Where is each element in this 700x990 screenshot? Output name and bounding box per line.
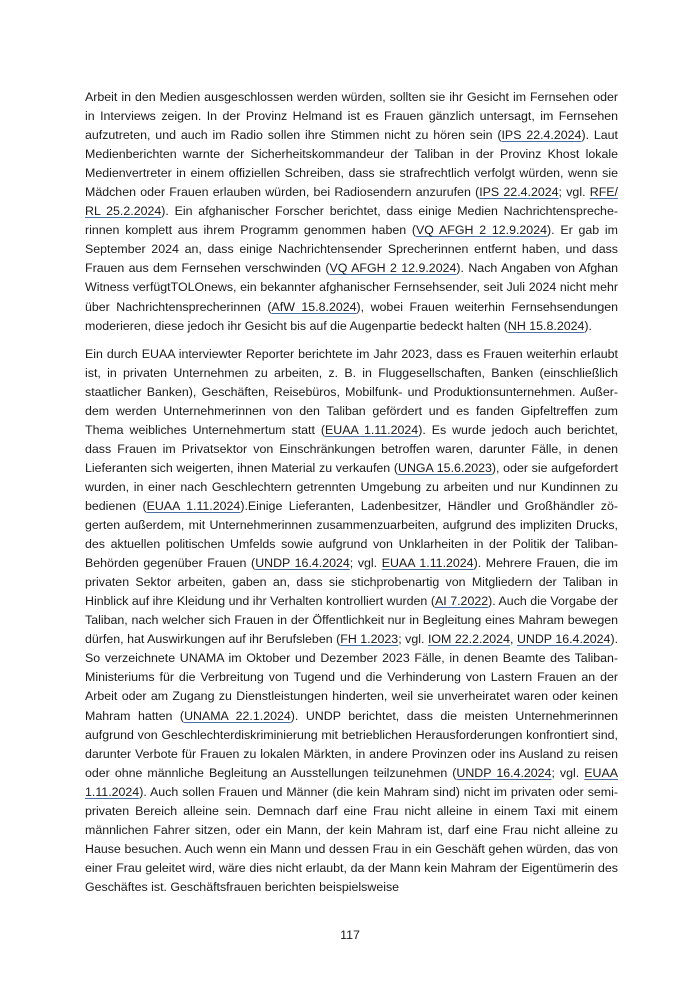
text-run: ,: [509, 632, 517, 647]
text-run: ; vgl.: [349, 556, 382, 571]
citation-link[interactable]: FH 1.2023: [340, 632, 399, 647]
paragraph-2: [85, 345, 618, 897]
citation-link[interactable]: UNDP 16.4.2024: [516, 632, 611, 647]
text-run: ). Er gab im September 2024 an, dass einige Nachrichtensender Sprecherinnen entfernt haben, und dass Frauen aus dem Fernsehen verschwinden (: [85, 223, 618, 276]
citation-link[interactable]: UNGA 15.6.2023: [398, 460, 492, 475]
text-run: ; vgl.: [558, 185, 590, 200]
text-run: ).: [584, 318, 592, 333]
text-run: ). So verzeichnete UNAMA im Oktober und Dezember 2023 Fälle, in denen Beamte des Taliban-Ministeriums für die Verbreitung von Tugend und die Verhinderung von Lastern Frauen an der Arbeit oder am Zugang zu Dienstleistungen hinderten, weil sie unverheiratet waren oder keinen Mahram hatten (: [85, 632, 619, 723]
citation-link[interactable]: EUAA 1.11.2024: [324, 422, 419, 437]
citation-link[interactable]: VQ AFGH 2 12.9.2024: [416, 223, 547, 238]
text-run: ). UNDP berichtet, dass die meisten Unternehmerinnen aufgrund von Geschlechterdiskriminierung mit betrieblichen Herausforderungen konfrontiert sind, darunter Verbote für Frauen zu lokalen Märkten, in andere Provinzen oder ins Ausland zu reisen oder ohne männliche Begleitung an Ausstellungen teilzunehmen (: [85, 708, 618, 780]
citation-link[interactable]: IPS 22.4.2024: [501, 128, 582, 143]
text-run: ). Ein afghanischer Forscher berichtet, dass einige Medien Nachrichtensprecherinnen komplett aus ihrem Programm genommen haben (: [85, 204, 618, 238]
citation-link[interactable]: UNDP 16.4.2024: [255, 556, 350, 571]
text-run: ). Auch die Vorgabe der Taliban, nach welcher sich Frauen in der Öffentlichkeit nur in Begleitung eines Mahram bewegen dürfen, hat Auswirkungen auf ihr Berufsleben (: [85, 594, 618, 647]
citation-link[interactable]: VQ AFGH 2 12.9.2024: [329, 261, 457, 276]
citation-link[interactable]: RFE/ RL 25.2.2024: [85, 185, 618, 219]
text-run: ). Mehrere Frauen, die im privaten Sektor arbeiten, gaben an, dass sie stichprobenartig von Mitgliedern der Taliban in Hinblick auf ihre Kleidung und ihr Verhalten kontrolliert wurden (: [85, 556, 618, 609]
citation-link[interactable]: EUAA 1.11.2024: [146, 498, 241, 513]
citation-link[interactable]: UNAMA 22.1.2024: [184, 708, 291, 723]
text-run: ).Einige Lieferanten, Ladenbesitzer, Händler und Großhändler zögerten außerdem, mit Unternehmerinnen zusammenzuarbeiten, aufgrund des impliziten Drucks, des aktuellen politischen Umfelds sowie aufgrund von Unklarheiten in der Politik der Taliban-Behörden gegenüber Frauen (: [85, 498, 619, 571]
citation-link[interactable]: UNDP 16.4.2024: [456, 765, 552, 780]
text-run: ). Es wurde jedoch auch berichtet, dass Frauen im Privatsektor von Einschränkungen betroffen waren, darunter Fälle, in denen Lieferanten sich weigerten, ihnen Material zu verkaufen (: [85, 422, 618, 475]
text-run: Ein durch EUAA interviewter Reporter berichtete im Jahr 2023, dass es Frauen weiterhin erlaubt ist, in privaten Unternehmen zu arbeiten, z. B. in Fluggesellschaften, Banken (einschließlich staatlicher Banken), Geschäften, Reisebüros, Mobilfunk- und Produktionsunternehmen. Außerdem werden Unternehmerinnen von den Taliban gefördert und es fanden Gipfeltreffen zum Thema weibliches Unternehmertum statt (: [85, 346, 618, 437]
text-run: ), oder sie aufgefordert wurden, in einer nach Geschlechtern getrennten Umgebung zu arbeiten und nur Kundinnen zu bedienen (: [85, 460, 618, 513]
paragraph-1: [85, 88, 618, 336]
text-run: ), wobei Frauen weiterhin Fernsehsendungen moderieren, diese jedoch ihr Gesicht bis auf die Augenpartie bedeckt halten (: [85, 299, 619, 333]
citation-link[interactable]: AI 7.2022: [434, 594, 489, 609]
text-run: ). Auch sollen Frauen und Männer (die kein Mahram sind) nicht im privaten oder semi-privaten Bereich alleine sein. Demnach darf eine Frau nicht alleine in einem Taxi mit einem männlichen Fahrer sitzen, oder ein Mann, der kein Mahram ist, darf eine Frau nicht alleine zu Hause besuchen. Auch wenn ein Mann und dessen Frau in ein Geschäft gehen würden, das von einer Frau geleitet wird, wäre dies nicht erlaubt, da der Mann kein Mahram der Eigentümerin des Geschäftes ist. Geschäftsfrauen berichten beispielsweise: [85, 784, 618, 894]
text-run: ). Nach Angaben von Afghan Witness verfügtTOLOnews, ein bekannter afghanischer Fernsehsender, seit Juli 2024 nicht mehr über Nachrichtensprecherinnen (: [85, 261, 618, 314]
citation-link[interactable]: NH 15.8.2024: [507, 318, 585, 333]
citation-link[interactable]: AfW 15.8.2024: [271, 299, 357, 314]
text-run: ; vgl.: [398, 632, 428, 647]
text-run: Arbeit in den Medien ausgeschlossen werden würden, sollten sie ihr Gesicht im Fernsehen oder in Interviews zeigen. In der Provinz Helmand ist es Frauen gänzlich untersagt, im Fernsehen aufzutreten, und auch im Radio sollen ihre Stimmen nicht zu hören sein (: [85, 90, 618, 143]
citation-link[interactable]: EUAA 1.11.2024: [85, 765, 618, 799]
citation-link[interactable]: IPS 22.4.2024: [479, 185, 559, 200]
citation-link[interactable]: IOM 22.2.2024: [427, 632, 510, 647]
body-text: [85, 88, 618, 906]
text-run: ; vgl.: [551, 765, 585, 780]
citation-link[interactable]: EUAA 1.11.2024: [381, 556, 474, 571]
page-number: 117: [340, 928, 360, 942]
text-run: ). Laut Medienberichten warnte der Sicherheitskommandeur der Taliban in der Provinz Khost lokale Medienvertreter in einem offiziellen Schreiben, dass sie strafrechtlich verfolgt würden, wenn sie Mädchen oder Frauen erlauben würden, bei Radiosendern anzurufen (: [85, 128, 618, 200]
